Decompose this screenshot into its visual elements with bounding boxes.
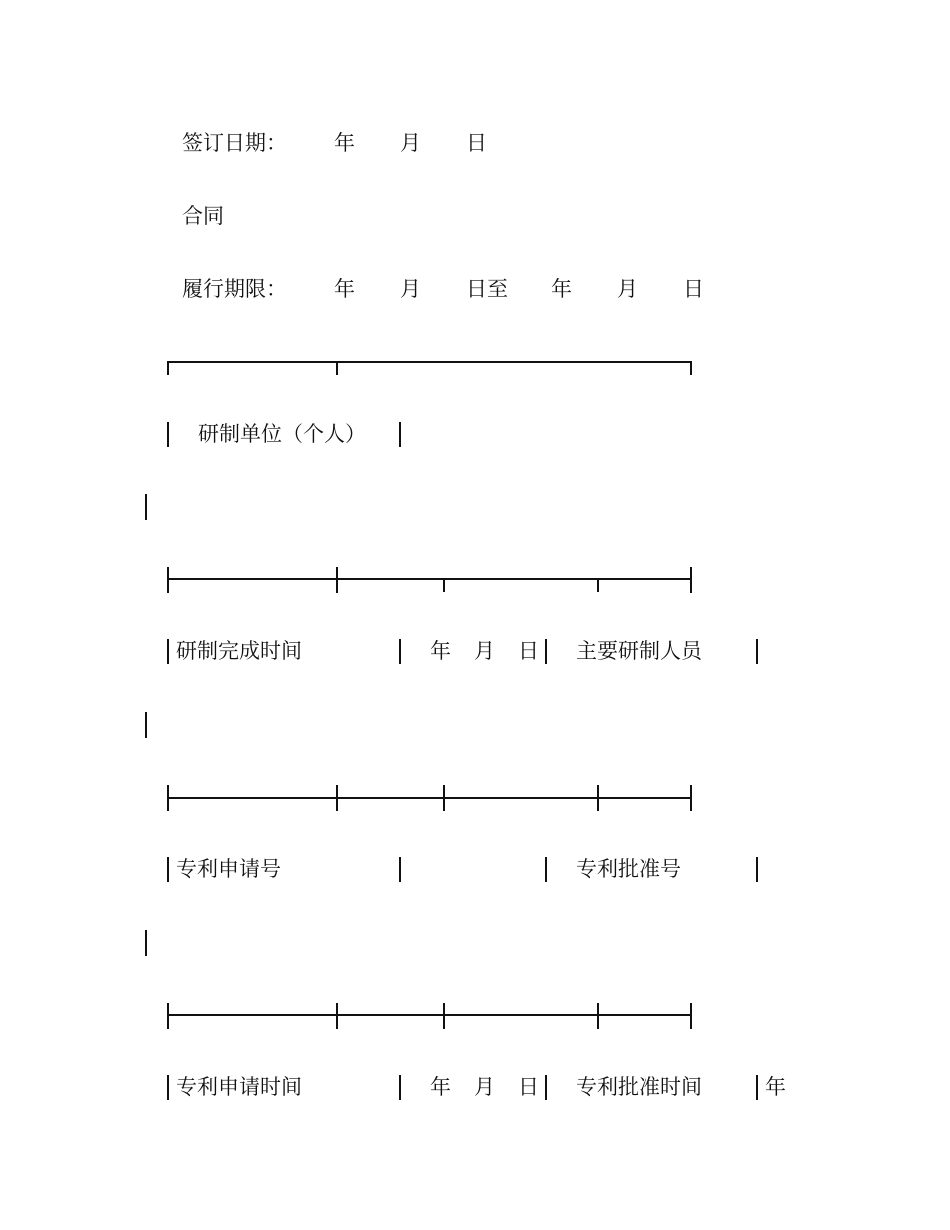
sign-date-label: 签订日期： — [182, 131, 287, 155]
period-end-day: 日 — [683, 277, 704, 301]
stray-bar — [145, 494, 147, 520]
dev-complete-month: 月 — [474, 639, 495, 663]
stray-bar — [145, 712, 147, 738]
patent-app-year: 年 — [430, 1075, 451, 1099]
dev-complete-label: 研制完成时间 — [176, 639, 302, 663]
period-start-year: 年 — [334, 277, 355, 301]
dev-complete-year: 年 — [430, 639, 451, 663]
period-start-day-to: 日至 — [466, 277, 508, 301]
main-staff-label: 主要研制人员 — [576, 639, 702, 663]
dev-complete-day: 日 — [518, 639, 539, 663]
stray-bar — [145, 930, 147, 956]
dev-unit-label: 研制单位（个人） — [198, 422, 366, 446]
period-end-month: 月 — [617, 277, 638, 301]
patent-grant-year: 年 — [765, 1075, 786, 1099]
sign-year: 年 — [334, 131, 355, 155]
sign-month: 月 — [400, 131, 421, 155]
period-end-year: 年 — [551, 277, 572, 301]
patent-app-month: 月 — [474, 1075, 495, 1099]
patent-grant-time-label: 专利批准时间 — [576, 1075, 702, 1099]
patent-app-no-label: 专利申请号 — [176, 857, 281, 881]
contract-label: 合同 — [182, 204, 224, 228]
sign-day: 日 — [466, 131, 487, 155]
patent-app-day: 日 — [518, 1075, 539, 1099]
period-start-month: 月 — [400, 277, 421, 301]
patent-app-time-label: 专利申请时间 — [176, 1075, 302, 1099]
patent-grant-no-label: 专利批准号 — [576, 857, 681, 881]
period-label: 履行期限： — [182, 277, 287, 301]
